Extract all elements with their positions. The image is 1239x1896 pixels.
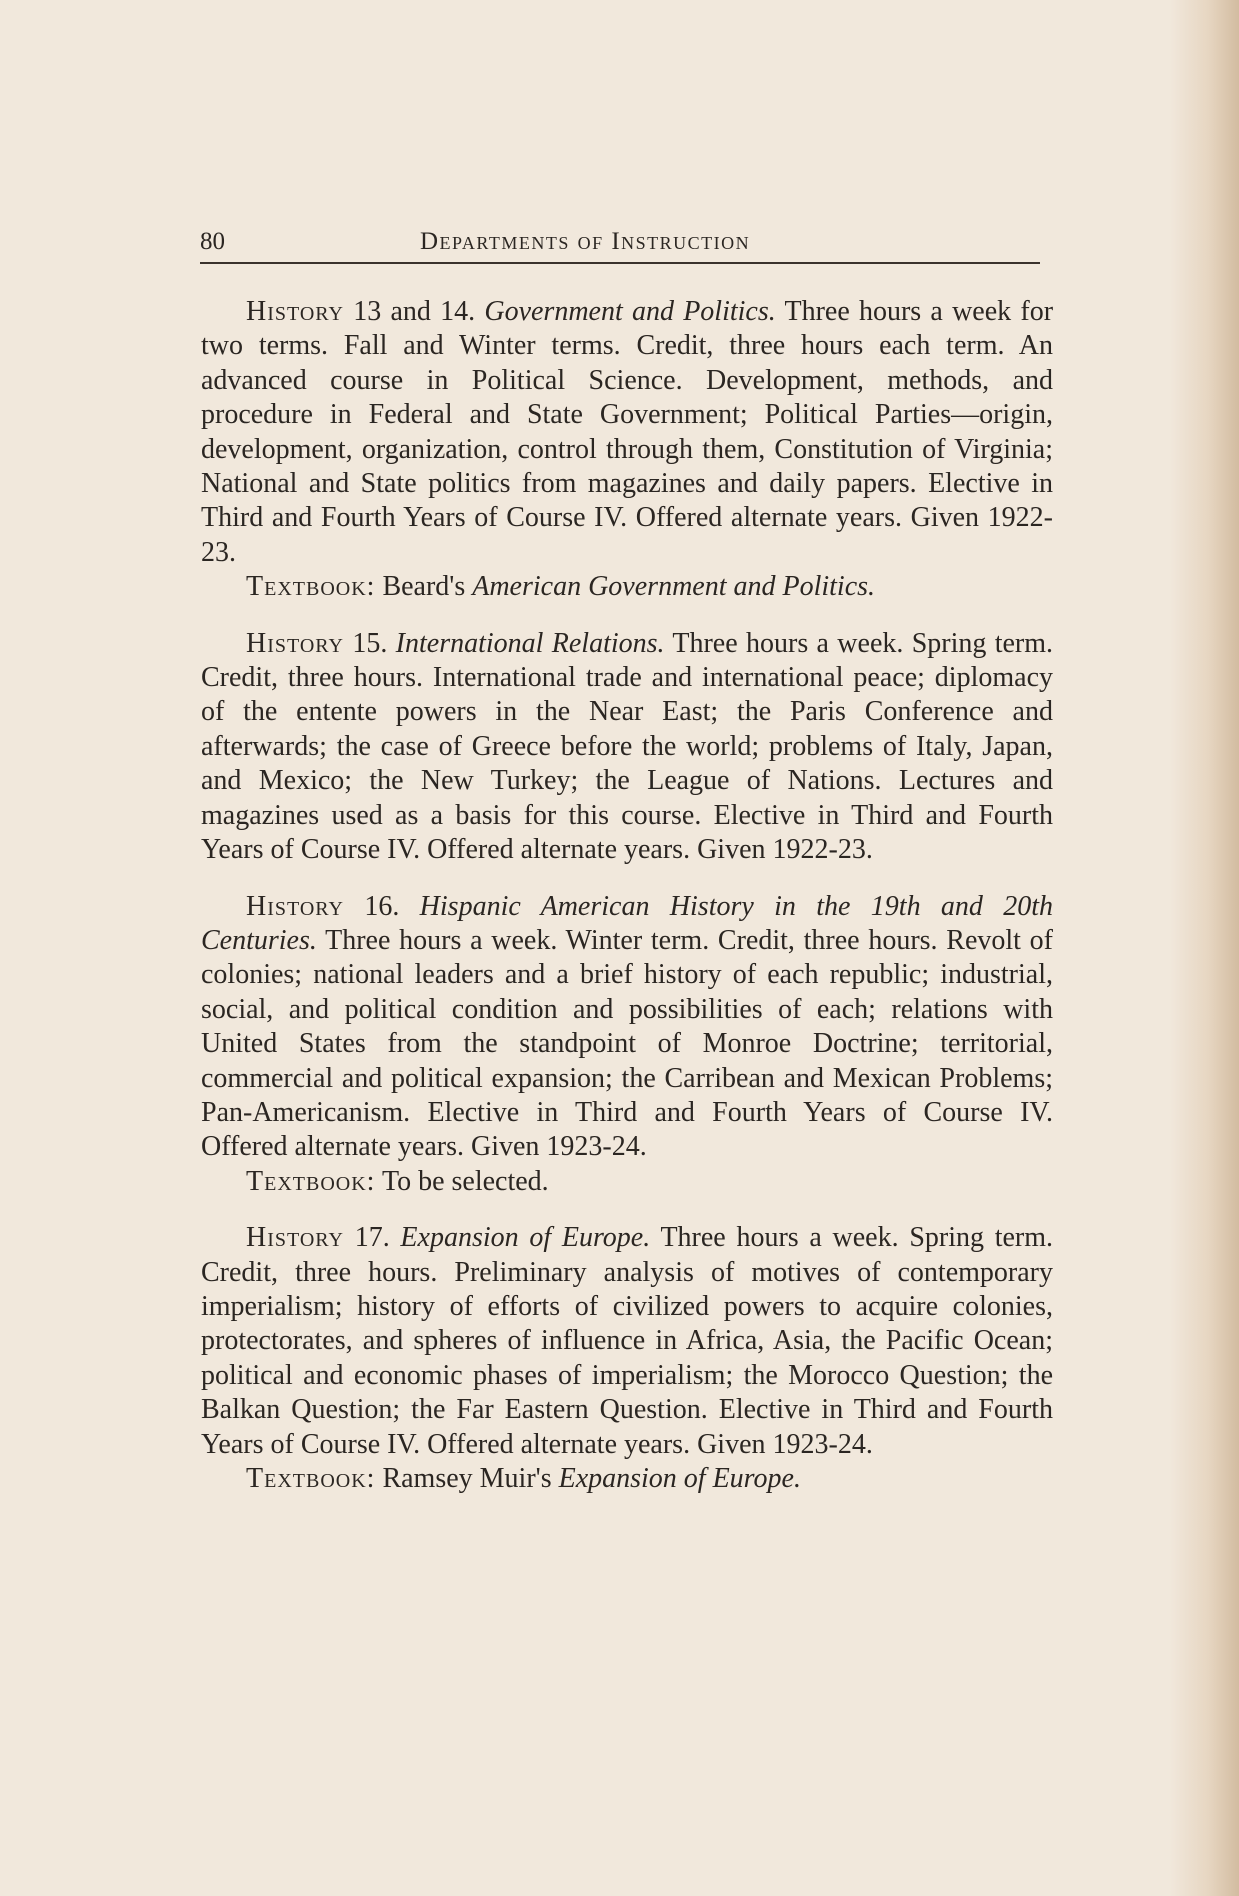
page-edge-shadow bbox=[1169, 0, 1239, 1896]
course-paragraph bbox=[201, 1221, 1053, 1462]
page-number: 80 bbox=[200, 228, 225, 255]
textbook-author: Beard's bbox=[382, 571, 466, 603]
course-number: 15. bbox=[352, 627, 388, 659]
course-title: Government and Politics. bbox=[484, 296, 776, 327]
course-number: 16. bbox=[364, 890, 400, 922]
course-entry bbox=[201, 1221, 1053, 1496]
textbook-title: American Government and Politics. bbox=[472, 571, 876, 603]
course-paragraph bbox=[201, 627, 1053, 868]
running-title: Departments of Instruction bbox=[420, 228, 751, 255]
textbook-line bbox=[201, 1165, 1053, 1199]
textbook-author: To be selected. bbox=[381, 1165, 549, 1197]
course-entry bbox=[201, 295, 1053, 605]
course-description: Three hours a week. Winter term. Credit, three hours. Revolt of colonies; national leaders and a brief history of each republic; industrial, social, and political condition and possibilities of each; relations with United States from the standpoint of Monroe Doctrine; territorial, commercial and political expansion; the Carribean and Mexican Problems; Pan-Americanism. Elective in Third and Fourth Years of Course IV. Offered alternate years. Given 1923-24. bbox=[201, 924, 1053, 1163]
course-label: History bbox=[246, 627, 344, 659]
course-label: History bbox=[246, 1222, 344, 1254]
course-description: Three hours a week. Spring term. Credit, three hours. International trade and international peace; diplomacy of the entente powers in the Near East; the Paris Conference and afterwards; the case of Greece before the world; problems of Italy, Japan, and Mexico; the New Turkey; the League of Nations. Lectures and magazines used as a basis for this course. Elective in Third and Fourth Years of Course IV. Offered alternate years. Given 1922-23. bbox=[201, 627, 1054, 866]
course-description: Three hours a week. Spring term. Credit, three hours. Preliminary analysis of motives of contemporary imperialism; history of efforts of civilized powers to acquire colonies, protectorates, and spheres of influence in Africa, Asia, the Pacific Ocean; political and economic phases of imperialism; the Morocco Question; the Balkan Question; the Far Eastern Question. Elective in Third and Fourth Years of Course IV. Offered alternate years. Given 1923-24. bbox=[201, 1222, 1054, 1460]
textbook-line bbox=[201, 1462, 1053, 1496]
textbook-title: Expansion of Europe. bbox=[558, 1463, 801, 1494]
course-title: Expansion of Europe. bbox=[400, 1222, 651, 1254]
textbook-line bbox=[201, 570, 1053, 604]
course-description: Three hours a week for two terms. Fall and Winter terms. Credit, three hours each term. An advanced course in Political Science. Development, methods, and procedure in Federal and State Government; Political Parties—origin, development, organization, control through them, Constitution of Virginia; National and State politics from magazines and daily papers. Elective in Third and Fourth Years of Course IV. Offered alternate years. Given 1922-23. bbox=[201, 296, 1054, 568]
course-list bbox=[201, 295, 1053, 1496]
course-paragraph bbox=[201, 295, 1053, 570]
course-label: History bbox=[246, 296, 344, 327]
textbook-label: Textbook: bbox=[246, 1463, 376, 1494]
running-head bbox=[200, 222, 1040, 264]
textbook-label: Textbook: bbox=[246, 1165, 376, 1197]
textbook-author: Ramsey Muir's bbox=[382, 1463, 552, 1494]
course-title: Hispanic American History in the 19th and 20th Centuries. bbox=[201, 890, 1054, 956]
course-number: 13 and 14. bbox=[353, 296, 476, 327]
course-label: History bbox=[246, 890, 344, 922]
course-entry bbox=[201, 627, 1053, 868]
course-title: International Relations. bbox=[395, 627, 665, 659]
course-entry bbox=[201, 890, 1053, 1200]
course-paragraph bbox=[201, 890, 1053, 1165]
textbook-label: Textbook: bbox=[246, 571, 376, 603]
course-number: 17. bbox=[354, 1222, 390, 1254]
